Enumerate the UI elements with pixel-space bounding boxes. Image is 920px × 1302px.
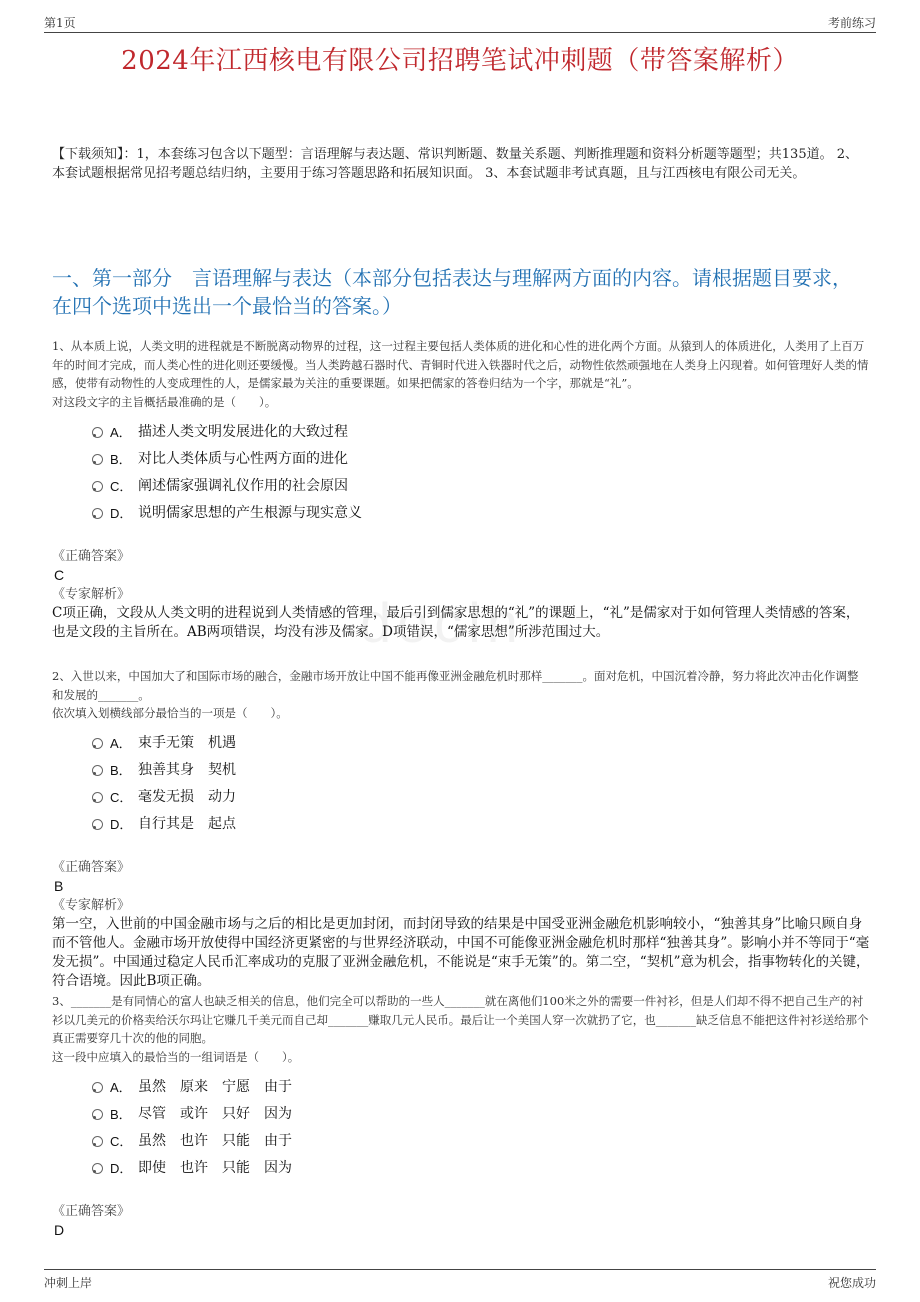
option-text: 独善其身 契机	[138, 762, 236, 778]
question-stem: 3、_______是有同情心的富人也缺乏相关的信息，他们完全可以帮助的一些人_______就在离他们100米之外的需要一件衬衫，但是人们却不得不把自己生产的衬衫以几美元的价格卖给沃尔玛让它赚几千美元而自己却_______赚取几元人民币。最后让一个美国人穿一次就扔了它，也_______缺乏信息不能把这件衬衫送给那个真正需要穿几十次的他的同胞。	[52, 994, 869, 1045]
footer-right: 祝您成功	[827, 1276, 876, 1290]
answer-value: D	[54, 1221, 65, 1238]
page-number: 第1页	[44, 16, 76, 30]
radio-icon[interactable]	[92, 738, 103, 749]
question-1	[52, 337, 870, 642]
page-footer	[44, 1269, 876, 1290]
option-letter: D．	[110, 1160, 133, 1176]
option-letter: A．	[110, 1079, 132, 1095]
option-c[interactable]	[92, 473, 870, 500]
option-letter: D．	[110, 817, 133, 832]
option-a[interactable]	[92, 419, 870, 446]
radio-icon[interactable]	[92, 508, 103, 519]
option-d[interactable]	[92, 1155, 870, 1182]
radio-icon[interactable]	[92, 792, 103, 803]
document-title: 2024年江西核电有限公司招聘笔试冲刺题（带答案解析）	[121, 46, 799, 76]
answer-label: 《正确答案》	[52, 860, 131, 875]
analysis-text: C项正确，文段从人类文明的进程说到人类情感的管理，最后引到儒家思想的“礼”的课题上，“礼”是儒家对于如何管理人类情感的答案，也是文段的主旨所在。AB两项错误，均没有涉及儒家。D项错误，“儒家思想”所涉范围过大。	[52, 604, 860, 640]
option-text: 尽管 或许 只好 因为	[138, 1105, 292, 1122]
radio-icon[interactable]	[92, 1082, 103, 1093]
option-b[interactable]	[92, 757, 870, 784]
question-2	[52, 667, 870, 991]
option-b[interactable]	[92, 446, 870, 473]
section-title: 一、第一部分 言语理解与表达（本部分包括表达与理解两方面的内容。请根据题目要求，在四个选项中选出一个最恰当的答案。）	[52, 266, 852, 318]
radio-icon[interactable]	[92, 1136, 103, 1147]
footer-left: 冲刺上岸	[44, 1276, 93, 1290]
radio-icon[interactable]	[92, 481, 103, 492]
option-text: 虽然 原来 宁愿 由于	[138, 1078, 292, 1095]
radio-icon[interactable]	[92, 427, 103, 438]
option-letter: C．	[110, 478, 133, 494]
option-list	[92, 1074, 870, 1182]
answer-label: 《正确答案》	[52, 1203, 131, 1219]
question-prompt: 这一段中应填入的最恰当的一组词语是（ ）。	[52, 1049, 300, 1064]
option-list	[92, 730, 870, 838]
radio-icon[interactable]	[92, 765, 103, 776]
option-letter: A．	[110, 736, 132, 751]
option-letter: A．	[110, 424, 132, 440]
answer-value: B	[54, 878, 64, 894]
option-text: 虽然 也许 只能 由于	[138, 1132, 292, 1149]
option-letter: B．	[110, 763, 132, 778]
option-c[interactable]	[92, 1128, 870, 1155]
option-text: 即使 也许 只能 因为	[138, 1159, 292, 1176]
option-text: 阐述儒家强调礼仪作用的社会原因	[138, 477, 348, 494]
option-text: 自行其是 起点	[138, 816, 236, 832]
question-prompt: 对这段文字的主旨概括最准确的是（ ）。	[52, 394, 277, 409]
option-d[interactable]	[92, 500, 870, 527]
radio-icon[interactable]	[92, 454, 103, 465]
option-letter: D．	[110, 505, 133, 521]
page-header	[44, 10, 876, 33]
option-a[interactable]	[92, 730, 870, 757]
radio-icon[interactable]	[92, 819, 103, 830]
radio-icon[interactable]	[92, 1163, 103, 1174]
analysis-text: 第一空，入世前的中国金融市场与之后的相比是更加封闭，而封闭导致的结果是中国受亚洲金融危机影响较小，“独善其身”比喻只顾自身而不管他人。金融市场开放使得中国经济更紧密的与世界经济联动，中国不可能像亚洲金融危机时那样“独善其身”。影响小并不等同于“毫发无损”。中国通过稳定人民币汇率成功的克服了亚洲金融危机，不能说是“束手无策”的。第二空，“契机”意为机会，指事物转化的关键，符合语境。因此B项正确。	[52, 916, 870, 989]
watermark: docin	[360, 591, 524, 654]
answer-label: 《正确答案》	[52, 548, 131, 564]
analysis-label: 《专家解析》	[52, 586, 131, 602]
option-c[interactable]	[92, 784, 870, 811]
option-b[interactable]	[92, 1101, 870, 1128]
question-3	[52, 992, 870, 1240]
option-text: 束手无策 机遇	[138, 735, 236, 751]
option-d[interactable]	[92, 811, 870, 838]
option-text: 毫发无损 动力	[138, 789, 236, 805]
option-letter: B．	[110, 1106, 132, 1122]
option-text: 对比人类体质与心性两方面的进化	[138, 450, 348, 467]
header-label: 考前练习	[827, 16, 876, 30]
option-a[interactable]	[92, 1074, 870, 1101]
option-text: 描述人类文明发展进化的大致过程	[138, 423, 348, 440]
question-stem: 2、入世以来，中国加大了和国际市场的融合，金融市场开放让中国不能再像亚洲金融危机时那样_______。面对危机，中国沉着冷静，努力将此次冲击化作调整和发展的_______。	[52, 669, 859, 702]
option-list	[92, 419, 870, 527]
analysis-label: 《专家解析》	[52, 898, 131, 913]
option-letter: C．	[110, 1133, 133, 1149]
question-prompt: 依次填入划横线部分最恰当的一项是（ ）。	[52, 706, 288, 720]
download-notice: 【下载须知】：1，本套练习包含以下题型：言语理解与表达题、常识判断题、数量关系题、判断推理题和资料分析题等题型；共135道。 2、本套试题根据常见招考题总结归纳，主要用于练习答题思路和拓展知识面。 3、本套试题非考试真题，且与江西核电有限公司无关。	[52, 147, 858, 181]
answer-value: C	[54, 566, 65, 583]
option-text: 说明儒家思想的产生根源与现实意义	[138, 504, 362, 521]
option-letter: B．	[110, 451, 132, 467]
radio-icon[interactable]	[92, 1109, 103, 1120]
question-stem: 1、从本质上说，人类文明的进程就是不断脱离动物界的过程，这一过程主要包括人类体质的进化和心性的进化两个方面。从猿到人的体质进化，人类用了上百万年的时间才完成，而人类心性的进化则还要缓慢。当人类跨越石器时代、青铜时代进入铁器时代之后，动物性依然顽强地在人类身上闪现着。如何管理好人类的情感，使带有动物性的人变成理性的人，是儒家最为关注的重要课题。如果把儒家的答卷归结为一个字，那就是“礼”。	[52, 339, 869, 390]
option-letter: C．	[110, 790, 133, 805]
